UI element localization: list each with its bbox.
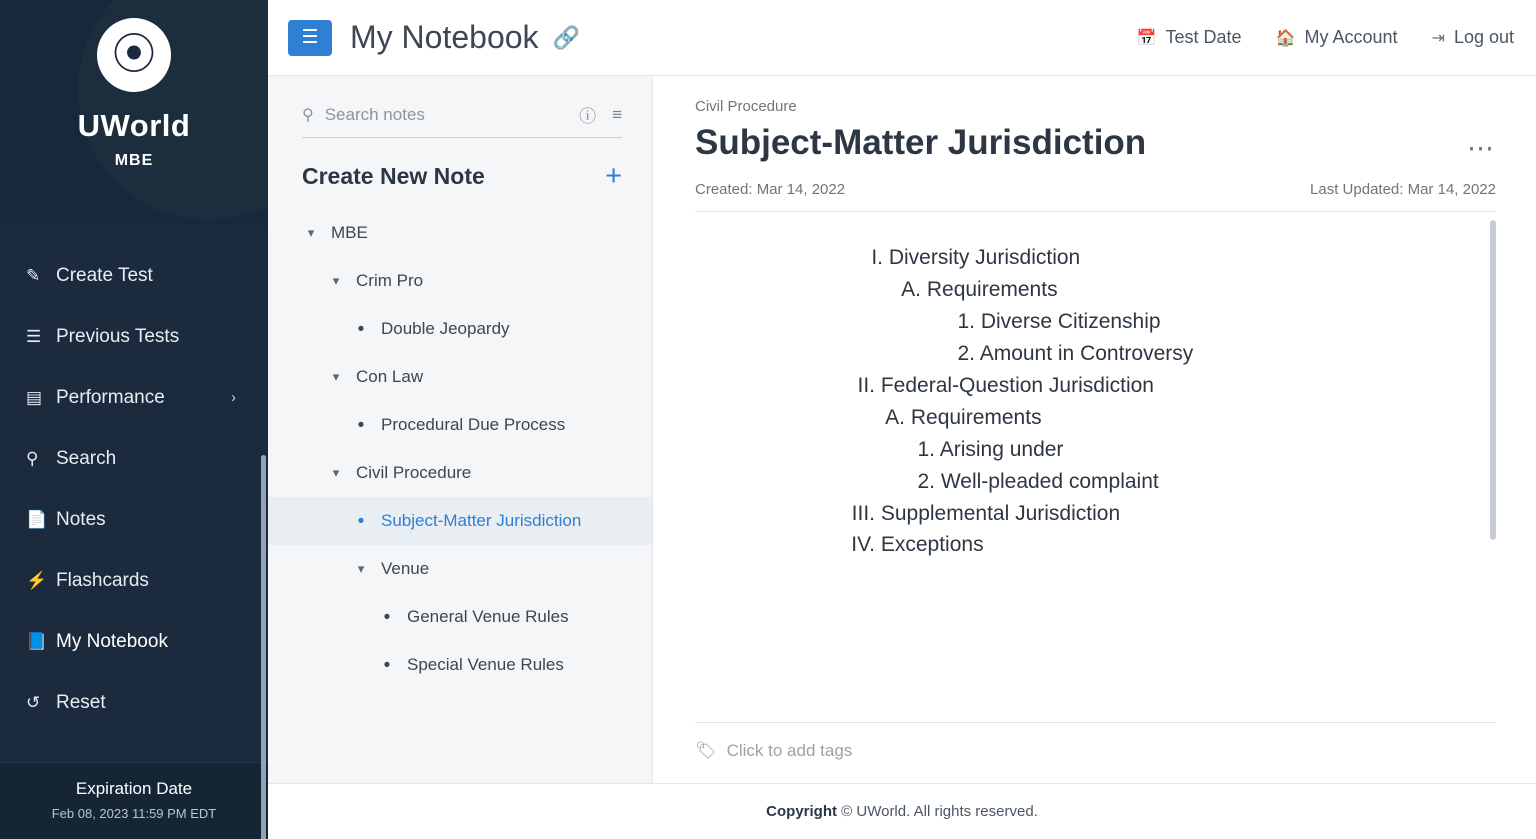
outline-row: [831, 498, 1496, 530]
tree-item-venue[interactable]: [268, 545, 652, 593]
outline-text: Requirements: [926, 278, 1058, 302]
outline-row: [837, 370, 1496, 402]
bullet-icon: •: [383, 654, 391, 676]
sidebar-item-performance[interactable]: [0, 367, 268, 428]
search-input[interactable]: [325, 105, 563, 125]
outline-number: A.: [901, 278, 921, 302]
create-new-note-label: Create New Note: [302, 163, 485, 189]
sidebar-item-create-test[interactable]: [0, 245, 268, 306]
tree-item-special-venue-rules[interactable]: [268, 641, 652, 689]
tree-item-label: Double Jeopardy: [381, 319, 510, 338]
tree-item-label: General Venue Rules: [407, 607, 569, 626]
document-icon: 📄: [26, 509, 48, 529]
pencil-square-icon: ✎: [26, 265, 41, 285]
outline-number: 2.: [957, 341, 975, 365]
outline-text: Diverse Citizenship: [980, 310, 1161, 334]
tree-item-label: Con Law: [356, 367, 424, 386]
outline-text: Exceptions: [880, 533, 984, 557]
outline-row: [953, 306, 1496, 338]
plus-icon[interactable]: +: [605, 160, 622, 192]
note-title-row: [695, 123, 1496, 163]
brand-block: [0, 0, 268, 225]
note-title: Subject-Matter Jurisdiction: [695, 123, 1147, 162]
outline-row: [913, 466, 1496, 498]
note-created: Created: Mar 14, 2022: [695, 181, 846, 199]
outline-number: III.: [851, 501, 875, 525]
outline-number: II.: [857, 373, 875, 397]
outline-row: [953, 338, 1496, 370]
outline-number: 2.: [917, 469, 935, 493]
chevron-down-icon[interactable]: ▾: [332, 465, 340, 480]
outline-number: A.: [885, 405, 905, 429]
outline-number: I.: [871, 246, 883, 270]
outline-number: 1.: [917, 437, 935, 461]
note-pane: [653, 76, 1536, 783]
sidebar-item-label: Flashcards: [56, 569, 149, 591]
outline-row: [913, 434, 1496, 466]
footer-copyright-text: © UWorld. All rights reserved.: [841, 803, 1038, 820]
top-link-label: Log out: [1453, 27, 1514, 47]
sidebar-item-reset[interactable]: [0, 672, 268, 733]
bar-chart-icon: ▤: [26, 387, 43, 407]
tree-item-crim-pro[interactable]: [268, 257, 652, 305]
sidebar-item-label: Performance: [56, 386, 165, 408]
magnifier-icon: ⚲: [26, 448, 39, 468]
bullet-icon: •: [383, 606, 391, 628]
outline-number: 1.: [957, 310, 975, 334]
notes-tree: [268, 209, 652, 689]
note-body[interactable]: [695, 212, 1496, 722]
note-scrollbar[interactable]: [1490, 220, 1496, 540]
outline-text: Supplemental Jurisdiction: [880, 501, 1121, 525]
home-icon: 🏠: [1275, 29, 1296, 47]
sidebar-item-flashcards[interactable]: [0, 550, 268, 611]
sidebar-nav: [0, 225, 268, 762]
top-bar-links: [1137, 27, 1514, 48]
tree-item-label: Venue: [381, 559, 430, 578]
chevron-down-icon[interactable]: ▾: [307, 225, 315, 240]
tree-item-label: MBE: [331, 223, 368, 242]
tree-item-label: Procedural Due Process: [381, 415, 566, 434]
notes-list-panel: [268, 76, 653, 783]
tag-icon: 🏷: [695, 741, 717, 760]
hamburger-icon[interactable]: ☰: [288, 20, 332, 56]
top-link-label: Test Date: [1165, 27, 1242, 47]
sidebar-item-previous-tests[interactable]: [0, 306, 268, 367]
logout-icon: ⇥: [1431, 29, 1445, 47]
add-tags-label: Click to add tags: [726, 741, 853, 760]
tree-item-subject-matter-jurisdiction[interactable]: [268, 497, 652, 545]
footer: [268, 783, 1536, 839]
create-new-note-row[interactable]: [302, 162, 622, 191]
sidebar: [0, 0, 268, 839]
tree-item-civil-procedure[interactable]: [268, 449, 652, 497]
outline-text: Arising under: [939, 437, 1064, 461]
expiration-date: Feb 08, 2023 11:59 PM EDT: [51, 806, 217, 821]
main-area: [268, 0, 1536, 839]
outline-text: Diversity Jurisdiction: [888, 246, 1081, 270]
add-tags-row[interactable]: [695, 722, 1496, 783]
chevron-down-icon[interactable]: ▾: [357, 561, 365, 576]
top-bar: [268, 0, 1536, 76]
tree-item-label: Subject-Matter Jurisdiction: [381, 511, 582, 530]
top-link-log-out[interactable]: [1432, 27, 1514, 48]
outline-row: [881, 402, 1496, 434]
list-icon: ☰: [26, 326, 42, 346]
sidebar-item-label: Previous Tests: [56, 325, 180, 347]
sidebar-item-my-notebook[interactable]: [0, 611, 268, 672]
sidebar-item-label: Search: [56, 447, 117, 469]
reset-icon: ↺: [26, 692, 41, 712]
top-link-label: My Account: [1304, 27, 1398, 47]
expiration-block: [0, 762, 268, 839]
footer-copyright-bold: Copyright: [766, 803, 837, 820]
outline-text: Requirements: [910, 405, 1042, 429]
bullet-icon: •: [357, 510, 365, 532]
top-link-my-account[interactable]: [1276, 27, 1398, 48]
swirl-logo-icon: ⦿: [112, 30, 156, 79]
note-updated: Last Updated: Mar 14, 2022: [1310, 181, 1496, 199]
sidebar-item-notes[interactable]: [0, 489, 268, 550]
bullet-icon: •: [357, 414, 365, 436]
content-row: [268, 76, 1536, 783]
tree-item-label: Civil Procedure: [356, 463, 472, 482]
bolt-icon: ⚡: [26, 570, 48, 590]
page-title: My Notebook: [350, 19, 539, 55]
uworld-logo: [97, 18, 171, 92]
chevron-down-icon[interactable]: ▾: [332, 369, 340, 384]
outline-row: [831, 529, 1496, 561]
outline-row: [855, 242, 1496, 274]
sidebar-item-label: Notes: [56, 508, 106, 530]
search-row: [302, 102, 622, 138]
chevron-right-icon: ›: [231, 389, 236, 406]
sliders-icon[interactable]: ≡: [612, 104, 622, 124]
top-link-test-date[interactable]: [1137, 27, 1242, 48]
chevron-down-icon[interactable]: ▾: [332, 273, 340, 288]
tree-item-general-venue-rules[interactable]: [268, 593, 652, 641]
bullet-icon: •: [357, 318, 365, 340]
outline-row: [893, 274, 1496, 306]
outline-text: Federal-Question Jurisdiction: [880, 373, 1154, 397]
tree-item-con-law[interactable]: [268, 353, 652, 401]
outline-text: Well-pleaded complaint: [940, 469, 1159, 493]
tree-item-procedural-due-process[interactable]: [268, 401, 652, 449]
book-icon: 📘: [26, 631, 48, 651]
link-icon[interactable]: 🔗: [552, 24, 580, 50]
sidebar-item-label: My Notebook: [56, 630, 168, 652]
tree-item-mbe[interactable]: [268, 209, 652, 257]
sidebar-item-search[interactable]: [0, 428, 268, 489]
search-icon: ⚲: [302, 106, 314, 124]
tree-item-double-jeopardy[interactable]: [268, 305, 652, 353]
sidebar-item-label: Reset: [56, 691, 106, 713]
note-outline: [695, 242, 1496, 561]
sidebar-item-label: Create Test: [56, 264, 153, 286]
brand-product: MBE: [114, 152, 154, 169]
sidebar-scrollbar[interactable]: [261, 455, 266, 839]
expiration-title: Expiration Date: [75, 779, 193, 798]
breadcrumb: Civil Procedure: [695, 98, 797, 115]
tree-item-label: Crim Pro: [356, 271, 424, 290]
calendar-icon: 📅: [1136, 29, 1157, 47]
outline-text: Amount in Controversy: [979, 341, 1194, 365]
tree-item-label: Special Venue Rules: [407, 655, 564, 674]
info-icon[interactable]: ⓘ: [579, 107, 597, 126]
brand-name: UWorld: [77, 108, 191, 143]
outline-number: IV.: [851, 533, 875, 557]
ellipsis-icon[interactable]: ⋯: [1467, 133, 1496, 163]
note-meta-row: [695, 163, 1496, 212]
